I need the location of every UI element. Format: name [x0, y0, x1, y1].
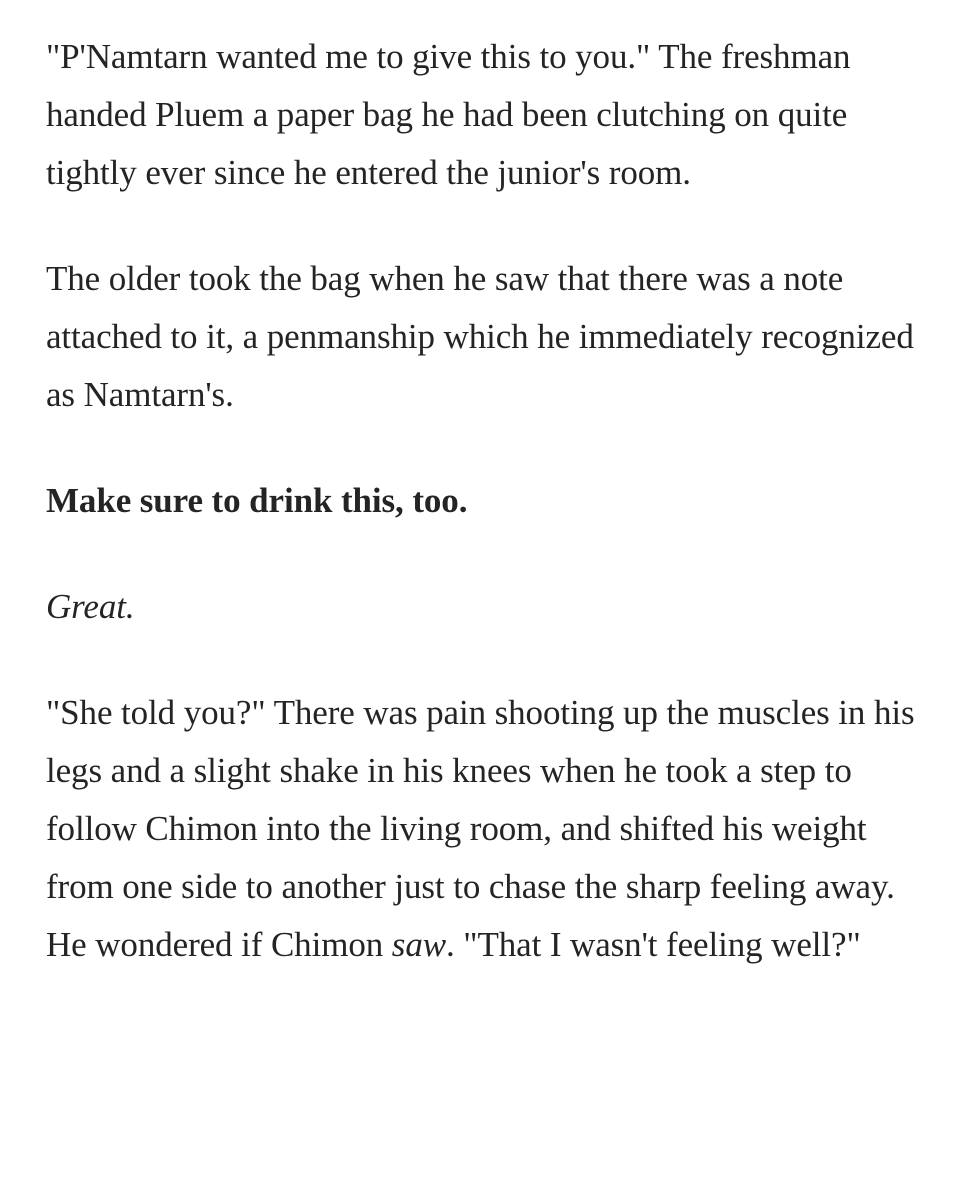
paragraph-2: The older took the bag when he saw that there was a note attached to it, a penmanship which he immediately recognized as Namtarn's. [46, 259, 914, 414]
paragraph-5-emphasis: saw [391, 925, 446, 964]
paragraph-1: "P'Namtarn wanted me to give this to you." The freshman handed Pluem a paper bag he had been clutching on quite tightly ever since he entered the junior's room. [46, 37, 851, 192]
thought-text: Great. [46, 587, 135, 626]
article-body [46, 28, 926, 1022]
paragraph-5 [46, 684, 926, 974]
paragraph-5-after: . "That I wasn't feeling well?" [445, 925, 861, 964]
paragraph-5-before: "She told you?" There was pain shooting up the muscles in his legs and a slight shake in his knees when he took a step to follow Chimon into the living room, and shifted his weight from one side to another just to chase the sharp feeling away. He wondered if Chimon [46, 693, 915, 964]
note-text: Make sure to drink this, too. [46, 481, 468, 520]
